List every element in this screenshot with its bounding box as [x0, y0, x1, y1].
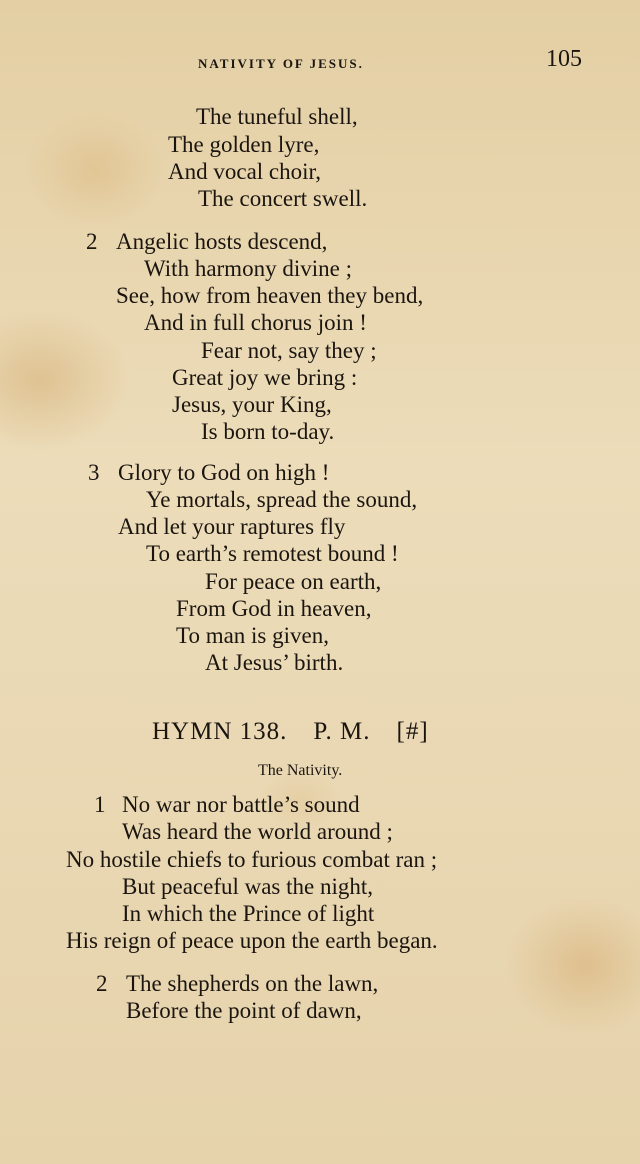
hymn-number: HYMN 138.	[152, 718, 288, 745]
hymn-mark: [#]	[396, 718, 429, 745]
verse-line: The shepherds on the lawn,	[126, 971, 379, 996]
page-number: 105	[546, 46, 582, 72]
verse-line: Before the point of dawn,	[126, 998, 362, 1023]
verse-line: Ye mortals, spread the sound,	[146, 487, 418, 512]
verse-line: Angelic hosts descend,	[116, 229, 328, 254]
verse-line: No hostile chiefs to furious combat ran ;	[66, 847, 438, 872]
stanza-number: 1	[94, 792, 106, 817]
verse-line: Glory to God on high !	[118, 460, 330, 485]
stanza-number: 3	[88, 460, 100, 485]
verse-line: His reign of peace upon the earth began.	[66, 928, 438, 953]
verse-line: For peace on earth,	[205, 569, 382, 594]
stanza-number: 2	[96, 971, 108, 996]
running-title: NATIVITY OF JESUS.	[198, 56, 364, 71]
verse-line: The tuneful shell,	[196, 104, 358, 129]
verse-line: From God in heaven,	[176, 596, 372, 621]
hymn-meter: P. M.	[313, 718, 371, 745]
stanza-number: 2	[86, 229, 98, 254]
verse-line: See, how from heaven they bend,	[116, 283, 424, 308]
verse-line: Great joy we bring :	[172, 365, 358, 390]
hymn-heading	[152, 718, 429, 746]
verse-line: Fear not, say they ;	[201, 338, 377, 363]
verse-line: To man is given,	[176, 623, 329, 648]
verse-line: And let your raptures fly	[118, 514, 346, 539]
verse-line: Jesus, your King,	[172, 392, 332, 417]
verse-line: But peaceful was the night,	[122, 874, 374, 899]
verse-line: In which the Prince of light	[122, 901, 375, 926]
verse-line: To earth’s remotest bound !	[146, 541, 399, 566]
verse-line: The concert swell.	[198, 186, 368, 211]
verse-line: Is born to-day.	[201, 419, 335, 444]
verse-line: Was heard the world around ;	[122, 819, 393, 844]
verse-line: With harmony divine ;	[144, 256, 352, 281]
verse-line: And vocal choir,	[168, 159, 322, 184]
verse-line: And in full chorus join !	[144, 310, 367, 335]
verse-line: No war nor battle’s sound	[122, 792, 360, 817]
verse-line: At Jesus’ birth.	[205, 650, 344, 675]
hymn-subtitle: The Nativity.	[258, 762, 343, 779]
verse-line: The golden lyre,	[168, 132, 320, 157]
